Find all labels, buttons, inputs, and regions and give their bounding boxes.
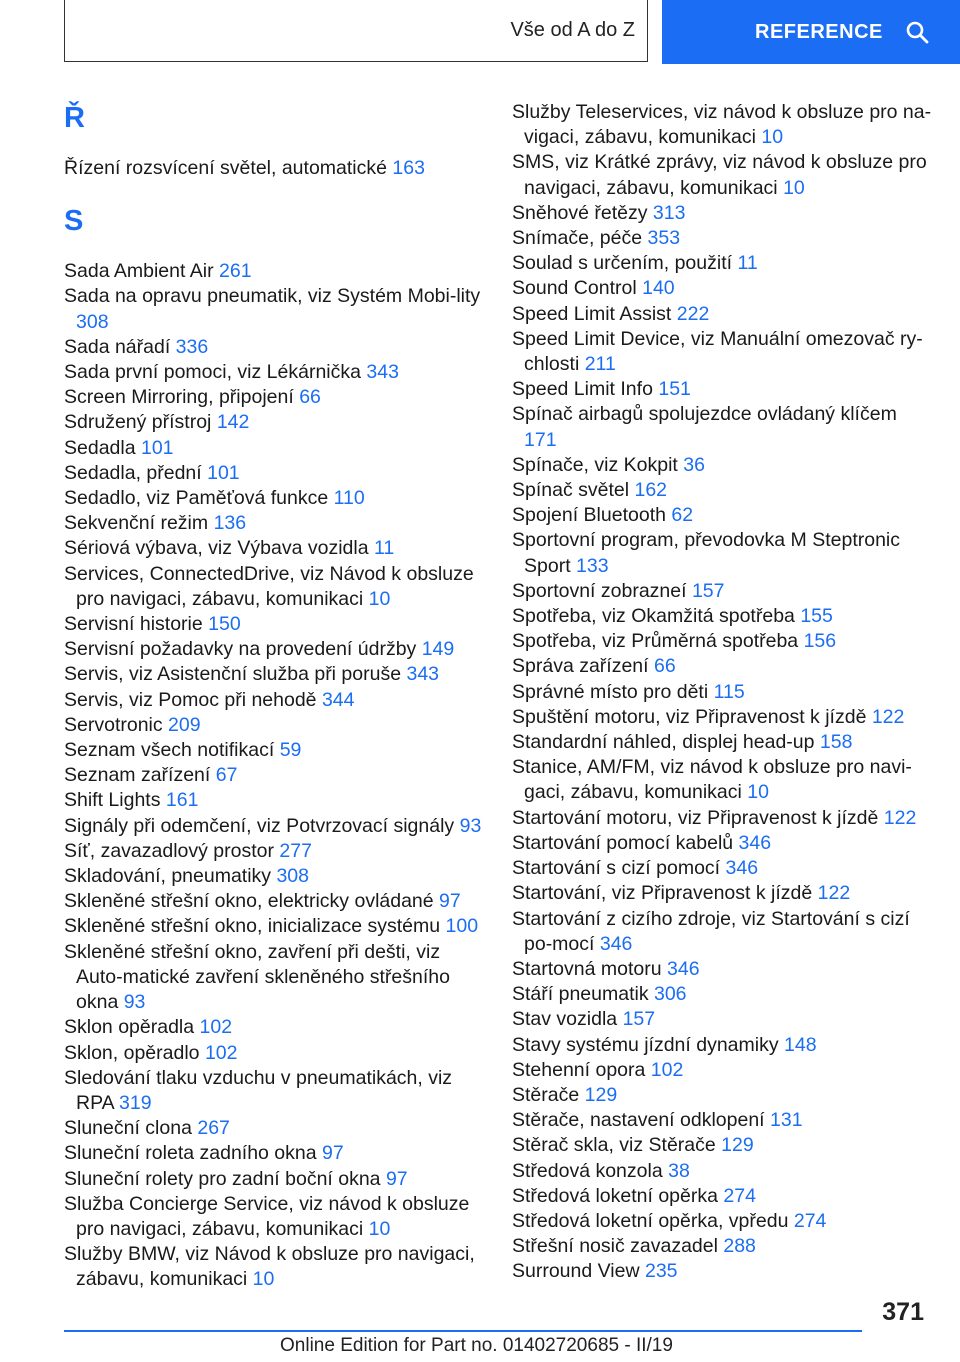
index-entry — [64, 889, 484, 914]
index-entry — [64, 1167, 484, 1192]
index-term: Středová konzola — [512, 1159, 669, 1182]
index-entry — [64, 385, 484, 410]
index-term: Sekvenční režim — [64, 512, 214, 535]
page-link[interactable]: 209 — [168, 713, 201, 736]
page-link[interactable]: 133 — [576, 554, 609, 577]
page-link[interactable]: 93 — [459, 814, 482, 837]
index-entry — [64, 486, 484, 511]
index-term: Sluneční clona — [64, 1117, 198, 1140]
index-term: Skladování, pneumatiky — [64, 865, 277, 888]
page-link[interactable]: 343 — [406, 663, 440, 686]
index-term: Sluneční rolety pro zadní boční okna — [64, 1167, 386, 1190]
page-link[interactable]: 308 — [276, 865, 309, 888]
page-link[interactable]: 277 — [279, 839, 312, 862]
page-link[interactable]: 10 — [747, 781, 769, 804]
index-entry — [512, 1083, 932, 1108]
page-link[interactable]: 336 — [175, 335, 209, 358]
index-term: Sněhové řetězy — [512, 201, 653, 224]
index-term: Sklon, opěradlo — [64, 1041, 205, 1064]
section-tab[interactable] — [64, 0, 648, 62]
page-link[interactable]: 10 — [252, 1268, 275, 1291]
index-entry — [512, 1259, 932, 1284]
index-term: Stanice, AM/FM, viz návod k obsluze pro navi-gaci, zábavu, komunikaci — [512, 756, 912, 804]
page-link[interactable]: 100 — [445, 915, 479, 938]
index-entry — [64, 259, 484, 284]
index-entry — [64, 763, 484, 788]
page-link[interactable]: 346 — [599, 932, 633, 955]
page-link[interactable]: 129 — [584, 1083, 618, 1106]
index-term: Speed Limit Device, viz Manuální omezovač ry-chlosti — [512, 327, 923, 376]
index-entry — [512, 705, 932, 730]
page-link[interactable]: 38 — [668, 1159, 690, 1182]
index-entry — [512, 150, 932, 200]
index-entry — [64, 662, 484, 687]
index-term: Středová loketní opěrka, vpředu — [512, 1209, 794, 1232]
chapter-label: REFERENCE — [755, 20, 883, 43]
page-link[interactable]: 122 — [817, 882, 851, 905]
index-entry — [64, 1242, 484, 1292]
page-link[interactable]: 274 — [793, 1209, 827, 1232]
index-entry — [64, 562, 484, 612]
page-link[interactable]: 162 — [634, 479, 668, 502]
page-link[interactable]: 10 — [761, 126, 784, 149]
index-term: Služby Teleservices, viz návod k obsluze pro na-vigaci, zábavu, komunikaci — [512, 101, 932, 149]
index-term: Snímače, péče — [512, 227, 648, 250]
edition-text: Online Edition for Part no. 01402720685 - II/19 — [280, 1335, 673, 1356]
index-term: Startovná motoru — [512, 957, 667, 980]
index-term: Stáří pneumatik — [512, 983, 654, 1006]
page-link[interactable]: 67 — [215, 764, 238, 787]
index-entry — [64, 360, 484, 385]
page-link[interactable]: 344 — [321, 688, 355, 711]
index-term: Střešní nosič zavazadel — [512, 1235, 724, 1258]
index-term: Správné místo pro děti — [512, 680, 714, 703]
page-link[interactable]: 110 — [333, 487, 365, 510]
index-entry — [512, 1184, 932, 1209]
index-entry — [64, 410, 484, 435]
index-entry — [64, 814, 484, 839]
index-term: Správa zařízení — [512, 655, 654, 678]
chapter-tab[interactable] — [662, 0, 960, 64]
page-link[interactable]: 59 — [279, 739, 302, 762]
page-link[interactable]: 346 — [667, 957, 700, 980]
index-entry — [512, 755, 932, 805]
index-term: Sdružený přístroj — [64, 411, 217, 434]
index-entry — [64, 637, 484, 662]
index-entry — [512, 680, 932, 705]
index-term: Soulad s určením, použití — [512, 252, 738, 275]
index-term: Screen Mirroring, připojení — [64, 386, 300, 409]
index-term: Skleněné střešní okno, inicializace systému — [64, 915, 446, 938]
page-link[interactable]: 149 — [421, 638, 455, 661]
index-entry — [64, 461, 484, 486]
index-entry — [64, 1192, 484, 1242]
index-term: Sada nářadí — [64, 335, 176, 358]
index-entry — [64, 536, 484, 561]
index-term: Spojení Bluetooth — [512, 504, 672, 527]
page-link[interactable]: 157 — [622, 1008, 656, 1031]
index-term: Řízení rozsvícení světel, automatické — [64, 157, 393, 179]
index-entry — [512, 856, 932, 881]
page-link[interactable]: 222 — [676, 302, 710, 325]
page-link[interactable]: 319 — [119, 1091, 152, 1114]
index-term: Sedadla, přední — [64, 461, 208, 484]
index-term: Spotřeba, viz Okamžitá spotřeba — [512, 605, 801, 628]
page-link[interactable]: 157 — [691, 579, 725, 602]
index-entry — [512, 579, 932, 604]
index-entry — [512, 806, 932, 831]
page-link[interactable]: 235 — [644, 1260, 678, 1283]
index-entry — [512, 1209, 932, 1234]
page-link[interactable]: 11 — [373, 537, 395, 560]
page-link[interactable]: 151 — [658, 378, 691, 401]
index-term: Spínač airbagů spolujezdce ovládaný klíčem — [512, 403, 897, 426]
index-entry — [64, 1141, 484, 1166]
page-link[interactable]: 158 — [819, 731, 853, 754]
index-term: Služba Concierge Service, viz návod k obsluze pro navigaci, zábavu, komunikaci — [64, 1192, 470, 1240]
page-link[interactable]: 66 — [653, 655, 676, 678]
index-term: Stehenní opora — [512, 1058, 651, 1081]
page-link[interactable]: 142 — [216, 411, 250, 434]
index-entry — [64, 335, 484, 360]
index-letter-heading: S — [64, 205, 84, 238]
page-link[interactable]: 62 — [671, 504, 694, 527]
index-entry — [512, 453, 932, 478]
page-link[interactable]: 66 — [299, 386, 321, 409]
page-link[interactable]: 101 — [207, 461, 240, 484]
index-entry — [512, 1133, 932, 1158]
index-term: Sound Control — [512, 277, 643, 300]
index-entry — [512, 604, 932, 629]
page-link[interactable]: 288 — [723, 1235, 756, 1258]
page-link[interactable]: 11 — [737, 252, 758, 275]
index-term: Sedadlo, viz Paměťová funkce — [64, 487, 334, 510]
page-link[interactable]: 136 — [213, 512, 247, 535]
index-term: Stavy systému jízdní dynamiky — [512, 1033, 785, 1056]
index-term: Startování s cizí pomocí — [512, 857, 726, 880]
page-link[interactable]: 131 — [770, 1109, 803, 1132]
index-entry — [512, 276, 932, 301]
index-entry — [64, 940, 484, 1016]
index-entry — [64, 156, 484, 181]
index-entry — [512, 528, 932, 578]
index-term: Startování z cizího zdroje, viz Startování s cizí po-mocí — [512, 907, 910, 955]
index-term: Standardní náhled, displej head-up — [512, 731, 820, 754]
index-term: Spínač světel — [512, 479, 635, 502]
index-term: Stěrač skla, viz Stěrače — [512, 1134, 722, 1157]
page-link[interactable]: 97 — [385, 1167, 408, 1190]
index-entry — [512, 201, 932, 226]
index-term: Služby BMW, viz Návod k obsluze pro navigaci, zábavu, komunikaci — [64, 1243, 475, 1291]
index-term: Stěrače — [512, 1083, 585, 1106]
page-link[interactable]: 155 — [800, 605, 833, 628]
index-entry — [64, 788, 484, 813]
index-entry — [512, 226, 932, 251]
page-link[interactable]: 36 — [683, 453, 705, 476]
index-entry — [64, 738, 484, 763]
index-entry — [512, 982, 932, 1007]
page-link[interactable]: 102 — [204, 1041, 238, 1064]
index-term: Speed Limit Assist — [512, 302, 677, 325]
index-entry — [512, 1159, 932, 1184]
index-term: Seznam zařízení — [64, 764, 216, 787]
index-term: Sportovní program, převodovka M Steptronic Sport — [512, 529, 901, 577]
page-link[interactable]: 150 — [208, 613, 241, 636]
page-link[interactable]: 115 — [713, 680, 745, 703]
page-link[interactable]: 313 — [652, 201, 686, 224]
index-column-left — [64, 92, 484, 1293]
page-link[interactable]: 308 — [76, 310, 109, 333]
index-term: Sportovní zobrazneí — [512, 579, 692, 602]
page-link[interactable]: 171 — [524, 428, 557, 451]
index-term: Spotřeba, viz Průměrná spotřeba — [512, 630, 804, 653]
index-entry — [64, 688, 484, 713]
index-letter-heading: Ř — [64, 102, 85, 134]
index-term: Servotronic — [64, 713, 169, 736]
index-entry — [512, 1058, 932, 1083]
index-term: Sedadla — [64, 436, 141, 459]
index-entry — [512, 957, 932, 982]
index-entry — [64, 864, 484, 889]
index-entry — [512, 629, 932, 654]
index-term: Stav vozidla — [512, 1008, 623, 1031]
page-link[interactable]: 267 — [197, 1117, 230, 1140]
index-term: Sklon opěradla — [64, 1016, 200, 1039]
index-entry — [512, 1033, 932, 1058]
index-entry — [64, 1015, 484, 1040]
page-link[interactable]: 274 — [723, 1184, 756, 1207]
index-entry — [512, 251, 932, 276]
index-term: Síť, zavazadlový prostor — [64, 839, 280, 862]
index-term: Sada první pomoci, viz Lékárnička — [64, 361, 367, 384]
index-entry — [64, 1066, 484, 1116]
index-term: Startování, viz Připravenost k jízdě — [512, 882, 818, 905]
page-link[interactable]: 97 — [439, 890, 461, 913]
index-entry — [64, 511, 484, 536]
page-link[interactable]: 346 — [738, 831, 772, 854]
index-entry — [512, 302, 932, 327]
index-entry — [512, 654, 932, 679]
index-entry — [512, 730, 932, 755]
page-link[interactable]: 161 — [165, 789, 199, 812]
index-term: Speed Limit Info — [512, 378, 659, 401]
index-term: Startování pomocí kabelů — [512, 831, 739, 854]
index-term: Seznam všech notifikací — [64, 739, 280, 762]
page-link[interactable]: 148 — [784, 1033, 817, 1056]
index-term: Spuštění motoru, viz Připravenost k jízdě — [512, 705, 872, 728]
page-link[interactable]: 343 — [366, 361, 399, 384]
index-term: Skleněné střešní okno, elektricky ovládané — [64, 890, 440, 913]
index-entry — [512, 402, 932, 452]
footer-divider — [64, 1330, 862, 1332]
index-entry — [64, 284, 484, 334]
index-term: Stěrače, nastavení odklopení — [512, 1109, 771, 1132]
page-link[interactable]: 353 — [647, 227, 681, 250]
search-icon[interactable] — [905, 20, 929, 44]
index-entry — [64, 914, 484, 939]
index-entry — [512, 881, 932, 906]
footer-edition — [280, 1335, 673, 1357]
index-term: Sada Ambient Air — [64, 260, 220, 283]
page-header — [0, 0, 960, 66]
page-link[interactable]: 93 — [123, 991, 146, 1014]
index-entry — [512, 1108, 932, 1133]
page-link[interactable]: 306 — [653, 983, 687, 1006]
index-entry — [512, 100, 932, 150]
index-entry — [512, 1234, 932, 1259]
index-term: Surround View — [512, 1260, 645, 1283]
page-link[interactable]: 101 — [140, 436, 174, 459]
index-term: Servisní požadavky na provedení údržby — [64, 638, 422, 661]
page-link[interactable]: 97 — [322, 1142, 344, 1165]
page-link[interactable]: 211 — [584, 353, 616, 376]
index-entry — [64, 713, 484, 738]
index-entry — [512, 327, 932, 377]
index-term: Services, ConnectedDrive, viz Návod k obsluze pro navigaci, zábavu, komunikaci — [64, 562, 474, 610]
index-term: Sluneční roleta zadního okna — [64, 1142, 323, 1165]
index-term: Středová loketní opěrka — [512, 1184, 724, 1207]
index-term: Shift Lights — [64, 789, 166, 812]
index-entry — [64, 839, 484, 864]
index-term: SMS, viz Krátké zprávy, viz návod k obsluze pro navigaci, zábavu, komunikaci — [512, 151, 927, 199]
index-term: Servisní historie — [64, 613, 209, 636]
page-link[interactable]: 122 — [871, 705, 905, 728]
index-entry — [64, 1116, 484, 1141]
index-term: Servis, viz Pomoc při nehodě — [64, 688, 322, 711]
page-link[interactable]: 102 — [199, 1016, 233, 1039]
index-entry — [512, 907, 932, 957]
page-link[interactable]: 10 — [368, 587, 391, 610]
index-entry — [512, 831, 932, 856]
index-entry — [64, 436, 484, 461]
index-entry — [512, 1007, 932, 1032]
page-link[interactable]: 156 — [803, 630, 837, 653]
page-link[interactable]: 10 — [783, 176, 805, 199]
section-title: Vše od A do Z — [510, 19, 635, 41]
index-term: Signály při odemčení, viz Potvrzovací signály — [64, 814, 460, 837]
page-link[interactable]: 261 — [219, 260, 252, 283]
index-entry — [512, 377, 932, 402]
index-term: Skleněné střešní okno, zavření při dešti, viz Auto-matické zavření skleněného střešního okna — [64, 940, 450, 1014]
index-entry — [512, 478, 932, 503]
page-link[interactable]: 346 — [725, 857, 759, 880]
index-term: Sledování tlaku vzduchu v pneumatikách, viz RPA — [64, 1066, 453, 1114]
page-link[interactable]: 129 — [721, 1134, 754, 1157]
index-entry — [64, 1041, 484, 1066]
page-number: 371 — [882, 1298, 924, 1326]
page-link[interactable]: 102 — [650, 1058, 684, 1081]
index-entry — [64, 612, 484, 637]
index-term: Servis, viz Asistenční služba při poruše — [64, 663, 407, 686]
page-link[interactable]: 163 — [392, 157, 425, 179]
page-link[interactable]: 140 — [642, 277, 675, 300]
index-column-right — [512, 100, 932, 1285]
index-term: Sada na opravu pneumatik, viz Systém Mobi-lity — [64, 285, 481, 308]
page-link[interactable]: 10 — [368, 1217, 391, 1240]
index-term: Spínače, viz Kokpit — [512, 453, 684, 476]
index-entry — [512, 503, 932, 528]
index-term: Sériová výbava, viz Výbava vozidla — [64, 537, 374, 560]
page-link[interactable]: 122 — [883, 806, 917, 829]
index-term: Startování motoru, viz Připravenost k jízdě — [512, 806, 884, 829]
